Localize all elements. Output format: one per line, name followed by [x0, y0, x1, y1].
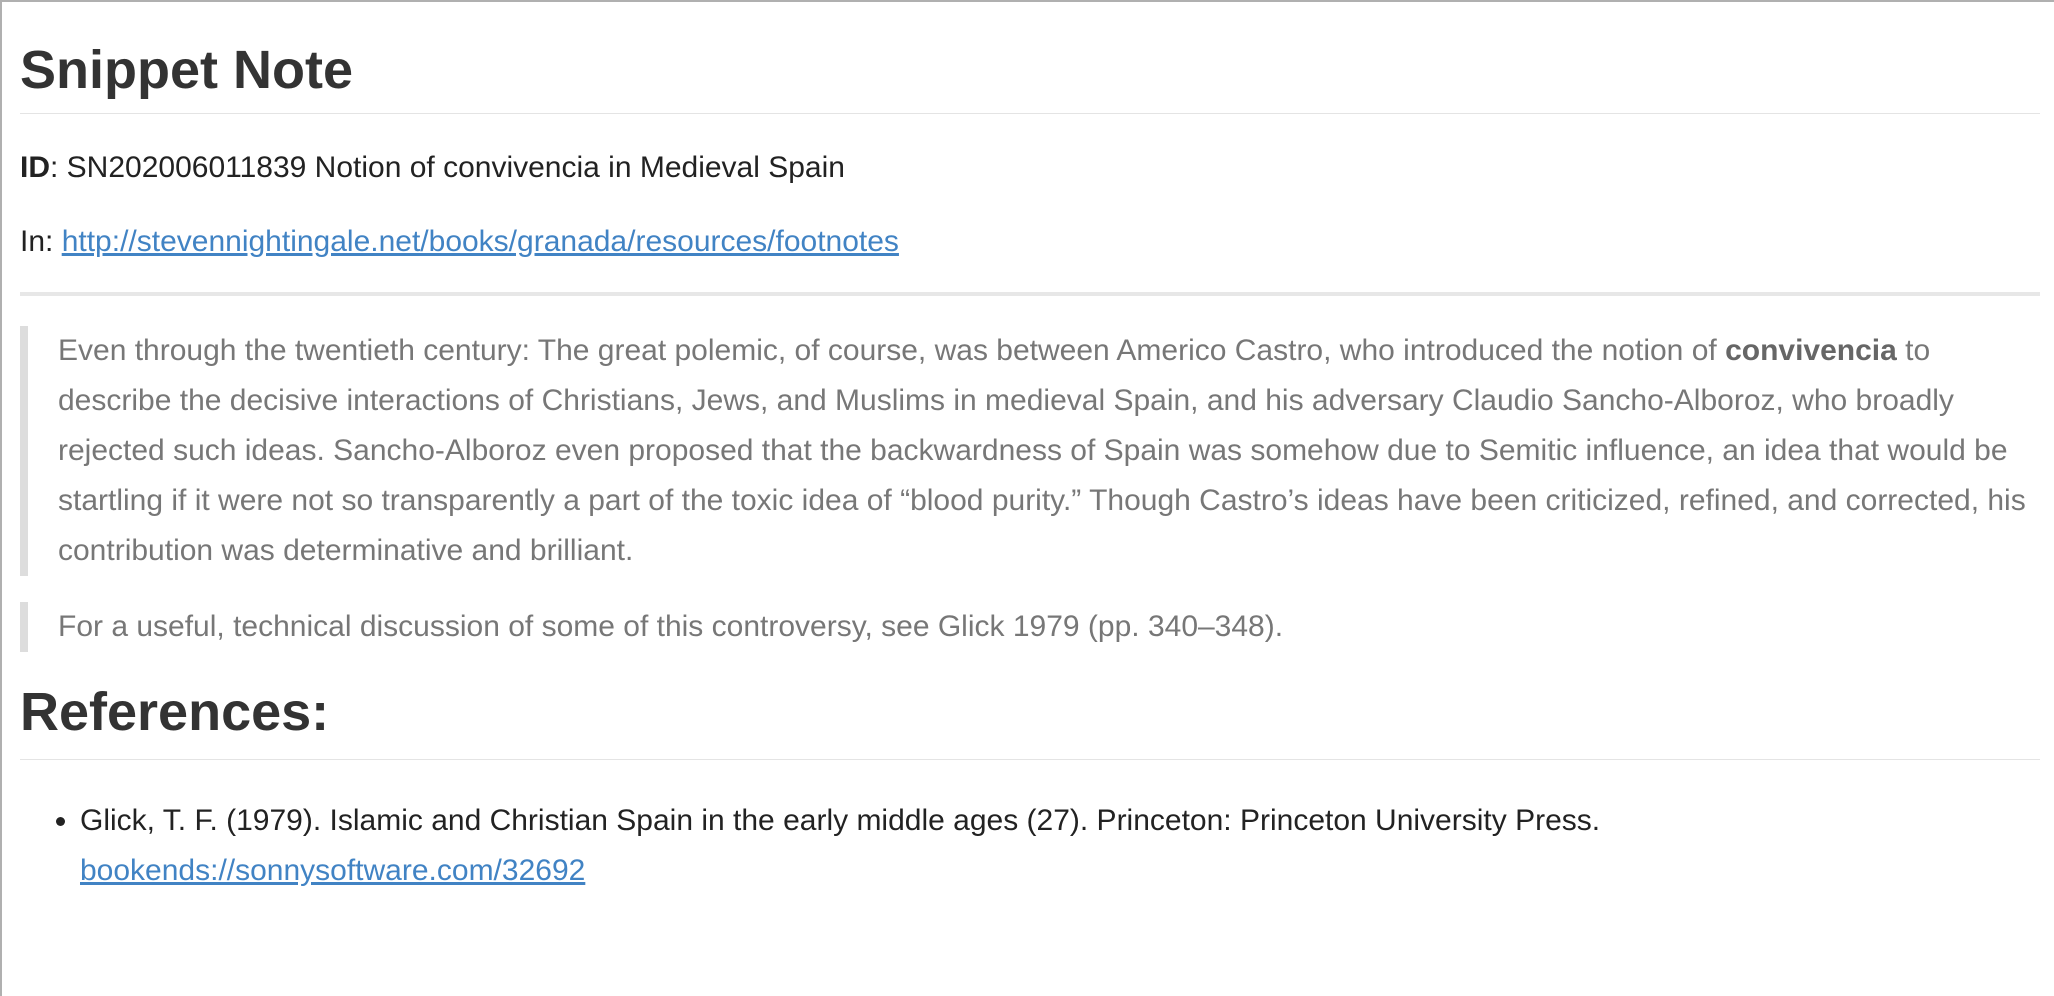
- id-label: ID: [20, 150, 50, 184]
- quote-note-text: For a useful, technical discussion of some of this controversy, see Glick 1979 (pp. 340–348).: [58, 609, 1284, 643]
- source-label: In:: [20, 224, 62, 258]
- source-line: [20, 218, 2040, 266]
- quote-text-start: Even through the twentieth century: The great polemic, of course, was between Americo Castro, who introduced the notion of: [58, 333, 1726, 367]
- reference-item: [80, 796, 2040, 896]
- reference-link[interactable]: bookends://sonnysoftware.com/32692: [80, 853, 586, 887]
- quote-bold-term: convivencia: [1725, 333, 1897, 367]
- source-link[interactable]: http://stevennightingale.net/books/granada/resources/footnotes: [61, 224, 899, 258]
- id-value: : SN202006011839 Notion of convivencia in Medieval Spain: [50, 150, 845, 184]
- quote-text-rest: to describe the decisive interactions of Christians, Jews, and Muslims in medieval Spain, and his adversary Claudio Sancho-Alboroz, who broadly rejected such ideas. Sancho-Alboroz even proposed that the backwardness of Spain was somehow due to Semitic influence, an idea that would be startling if it were not so transparently a part of the toxic idea of “blood purity.” Though Castro’s ideas have been criticized, refined, and corrected, his contribution was determinative and brilliant.: [58, 333, 2026, 567]
- reference-text: Glick, T. F. (1979). Islamic and Christian Spain in the early middle ages (27). Princeton: Princeton University Press.: [80, 803, 1601, 837]
- quote-block-main: [20, 326, 2040, 576]
- section-divider: [20, 292, 2040, 296]
- title-block: [20, 2, 2040, 114]
- note-id-line: [20, 144, 2040, 192]
- quote-block-note: [20, 602, 2040, 652]
- references-list: [20, 796, 2040, 896]
- references-heading: References:: [20, 680, 2040, 760]
- snippet-note-document: [20, 2, 2040, 896]
- page-title: Snippet Note: [20, 38, 2040, 114]
